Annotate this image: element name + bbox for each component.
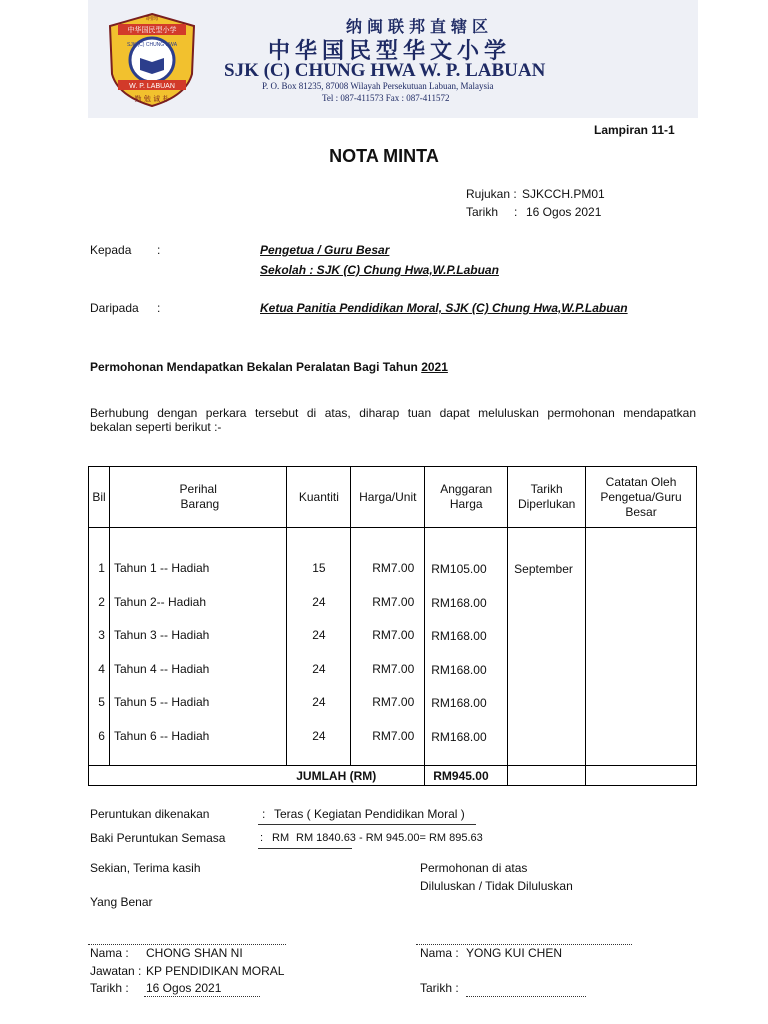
- left-tarikh-label: Tarikh :: [90, 981, 129, 995]
- cell-bil: 6: [98, 729, 105, 743]
- total-empty-2: [586, 766, 697, 786]
- left-jawatan-value: KP PENDIDIKAN MORAL: [146, 964, 285, 978]
- cell-perihal: Tahun 5 -- Hadiah: [113, 695, 210, 710]
- cell-tarikh: [508, 596, 585, 610]
- cell-harga-unit: RM7.00: [372, 594, 415, 609]
- peruntukan-sep: :: [262, 807, 266, 821]
- cell-anggaran: RM168.00: [431, 696, 487, 711]
- baki-value: RM 1840.63 - RM 945.00= RM 895.63: [296, 832, 483, 844]
- cell-anggaran: RM168.00: [431, 629, 487, 644]
- column-bil: [89, 528, 110, 766]
- left-tarikh-line: [144, 996, 260, 997]
- total-value: RM945.00: [425, 766, 508, 786]
- kepada-sep: :: [157, 243, 161, 257]
- cell-kuantiti: 15: [312, 561, 326, 575]
- left-nama-value: CHONG SHAN NI: [146, 946, 243, 960]
- left-tarikh-value: 16 Ogos 2021: [146, 981, 222, 995]
- cell-harga-unit: RM7.00: [372, 729, 415, 743]
- letterhead-school-name: SJK (C) CHUNG HWA W. P. LABUAN: [224, 60, 546, 81]
- right-nama-value: YONG KUI CHEN: [466, 946, 563, 960]
- cell-harga-unit: RM7.00: [372, 628, 415, 643]
- document-title: NOTA MINTA: [329, 146, 439, 166]
- column-catatan: [586, 528, 697, 766]
- cell-perihal: Tahun 1 -- Hadiah: [113, 561, 210, 575]
- daripada-sep: :: [157, 301, 161, 315]
- right-tarikh-line: [466, 996, 586, 997]
- cell-tarikh: [508, 629, 585, 643]
- cell-harga-unit: RM7.00: [372, 695, 415, 710]
- subject-line: [90, 360, 452, 374]
- letterhead-contact: Tel : 087-411573 Fax : 087-411572: [322, 93, 450, 103]
- cell-anggaran: RM168.00: [431, 595, 487, 610]
- rujukan-label: Rujukan :: [466, 187, 517, 201]
- cell-tarikh: [508, 663, 585, 677]
- cell-perihal: Tahun 3 -- Hadiah: [113, 628, 210, 643]
- header-kuantiti: Kuantiti: [287, 467, 351, 528]
- approval-line1: Permohonan di atas: [420, 861, 528, 875]
- logo-bottom-text: W. P. LABUAN: [129, 83, 175, 90]
- baki-underline: [258, 848, 352, 849]
- peruntukan-value: Teras ( Kegiatan Pendidikan Moral ): [274, 807, 465, 821]
- cell-kuantiti: 24: [312, 661, 326, 676]
- cell-perihal: Tahun 2-- Hadiah: [113, 594, 207, 609]
- cell-harga-unit: RM7.00: [372, 561, 415, 575]
- header-catatan: Catatan Oleh Pengetua/Guru Besar: [586, 467, 697, 528]
- intro-paragraph: [90, 406, 696, 434]
- kepada-line1: Pengetua / Guru Besar: [260, 243, 390, 257]
- school-logo: [106, 12, 198, 108]
- cell-anggaran: RM105.00: [431, 562, 487, 576]
- intro-line2: bekalan seperti berikut :-: [90, 420, 222, 434]
- column-anggaran: [425, 528, 508, 766]
- closing-yang-benar: Yang Benar: [90, 895, 153, 909]
- lampiran-label: Lampiran 11-1: [594, 123, 675, 137]
- peruntukan-underline: [258, 824, 476, 825]
- cell-tarikh: [508, 696, 585, 710]
- tarikh-sep: :: [514, 205, 518, 219]
- cell-harga-unit: RM7.00: [372, 661, 415, 676]
- header-bil: Bil: [89, 467, 110, 528]
- cell-kuantiti: 24: [312, 695, 326, 710]
- cell-bil: 3: [98, 628, 105, 643]
- cell-anggaran: RM168.00: [431, 730, 487, 744]
- letterhead-address: P. O. Box 81235, 87008 Wilayah Persekutuan Labuan, Malaysia: [262, 81, 494, 91]
- cell-bil: 4: [98, 661, 105, 676]
- subject-year: 2021: [421, 360, 448, 374]
- logo-motto: 勤 勉 诚 朴: [134, 95, 170, 103]
- cell-tarikh: September: [514, 562, 573, 576]
- cell-tarikh: [508, 730, 585, 744]
- cell-bil: 5: [98, 695, 105, 710]
- closing-thanks: Sekian, Terima kasih: [90, 861, 201, 875]
- cell-perihal: Tahun 4 -- Hadiah: [113, 661, 210, 676]
- daripada-value: Ketua Panitia Pendidikan Moral, SJK (C) Chung Hwa,W.P.Labuan: [260, 301, 628, 315]
- intro-line1: Berhubung dengan perkara tersebut di atas, diharap tuan dapat meluluskan permohonan mendapatkan: [90, 406, 696, 420]
- right-nama-label: Nama :: [420, 946, 459, 960]
- approval-line2: Diluluskan / Tidak Diluluskan: [420, 879, 573, 893]
- letterhead-chinese-school: 中华国民型华文小学: [268, 38, 512, 64]
- cell-kuantiti: 24: [312, 729, 326, 743]
- tarikh-label: Tarikh: [466, 205, 499, 219]
- header-anggaran: Anggaran Harga: [425, 467, 508, 528]
- column-perihal: [109, 528, 286, 766]
- header-tarikh: Tarikh Diperlukan: [508, 467, 586, 528]
- kepada-line2: Sekolah : SJK (C) Chung Hwa,W.P.Labuan: [260, 263, 499, 277]
- tarikh-value: 16 Ogos 2021: [526, 205, 602, 219]
- subject-text: Permohonan Mendapatkan Bekalan Peralatan Bagi Tahun: [90, 360, 422, 374]
- peruntukan-label: Peruntukan dikenakan: [90, 807, 210, 821]
- letterhead-chinese-region: 纳闽联邦直辖区: [346, 17, 494, 36]
- logo-top-text: 纳闽: [145, 15, 159, 22]
- baki-sep: :: [260, 832, 264, 844]
- cell-perihal: Tahun 6 -- Hadiah: [113, 729, 210, 743]
- cell-kuantiti: 24: [312, 628, 326, 643]
- cell-bil: 1: [98, 561, 105, 575]
- column-harga-unit: [351, 528, 425, 766]
- kepada-label: Kepada: [90, 243, 132, 257]
- column-tarikh: [508, 528, 586, 766]
- cell-bil: 2: [98, 594, 105, 609]
- rujukan-value: SJKCCH.PM01: [522, 187, 605, 201]
- cell-kuantiti: 24: [312, 594, 326, 609]
- header-harga-unit: Harga/Unit: [351, 467, 425, 528]
- request-table: [88, 466, 697, 786]
- baki-prefix: RM: [272, 832, 290, 844]
- baki-label: Baki Peruntukan Semasa: [90, 831, 226, 845]
- header-perihal: Perihal Barang: [109, 467, 286, 528]
- cell-anggaran: RM168.00: [431, 662, 487, 677]
- table-body-row: [89, 528, 697, 766]
- signature-line-left: [88, 944, 286, 945]
- logo-ring-text: SJK (C) CHUNG HWA: [126, 42, 178, 48]
- total-empty-1: [508, 766, 586, 786]
- signature-line-right: [416, 944, 632, 945]
- right-tarikh-label: Tarikh :: [420, 981, 459, 995]
- total-label: JUMLAH (RM): [89, 766, 425, 786]
- left-nama-label: Nama :: [90, 946, 129, 960]
- column-kuantiti: [287, 528, 351, 766]
- logo-banner-text: 中华国民型小学: [127, 26, 177, 34]
- left-jawatan-label: Jawatan :: [90, 964, 142, 978]
- table-header-row: [89, 467, 697, 528]
- table-total-row: [89, 766, 697, 786]
- daripada-label: Daripada: [90, 301, 139, 315]
